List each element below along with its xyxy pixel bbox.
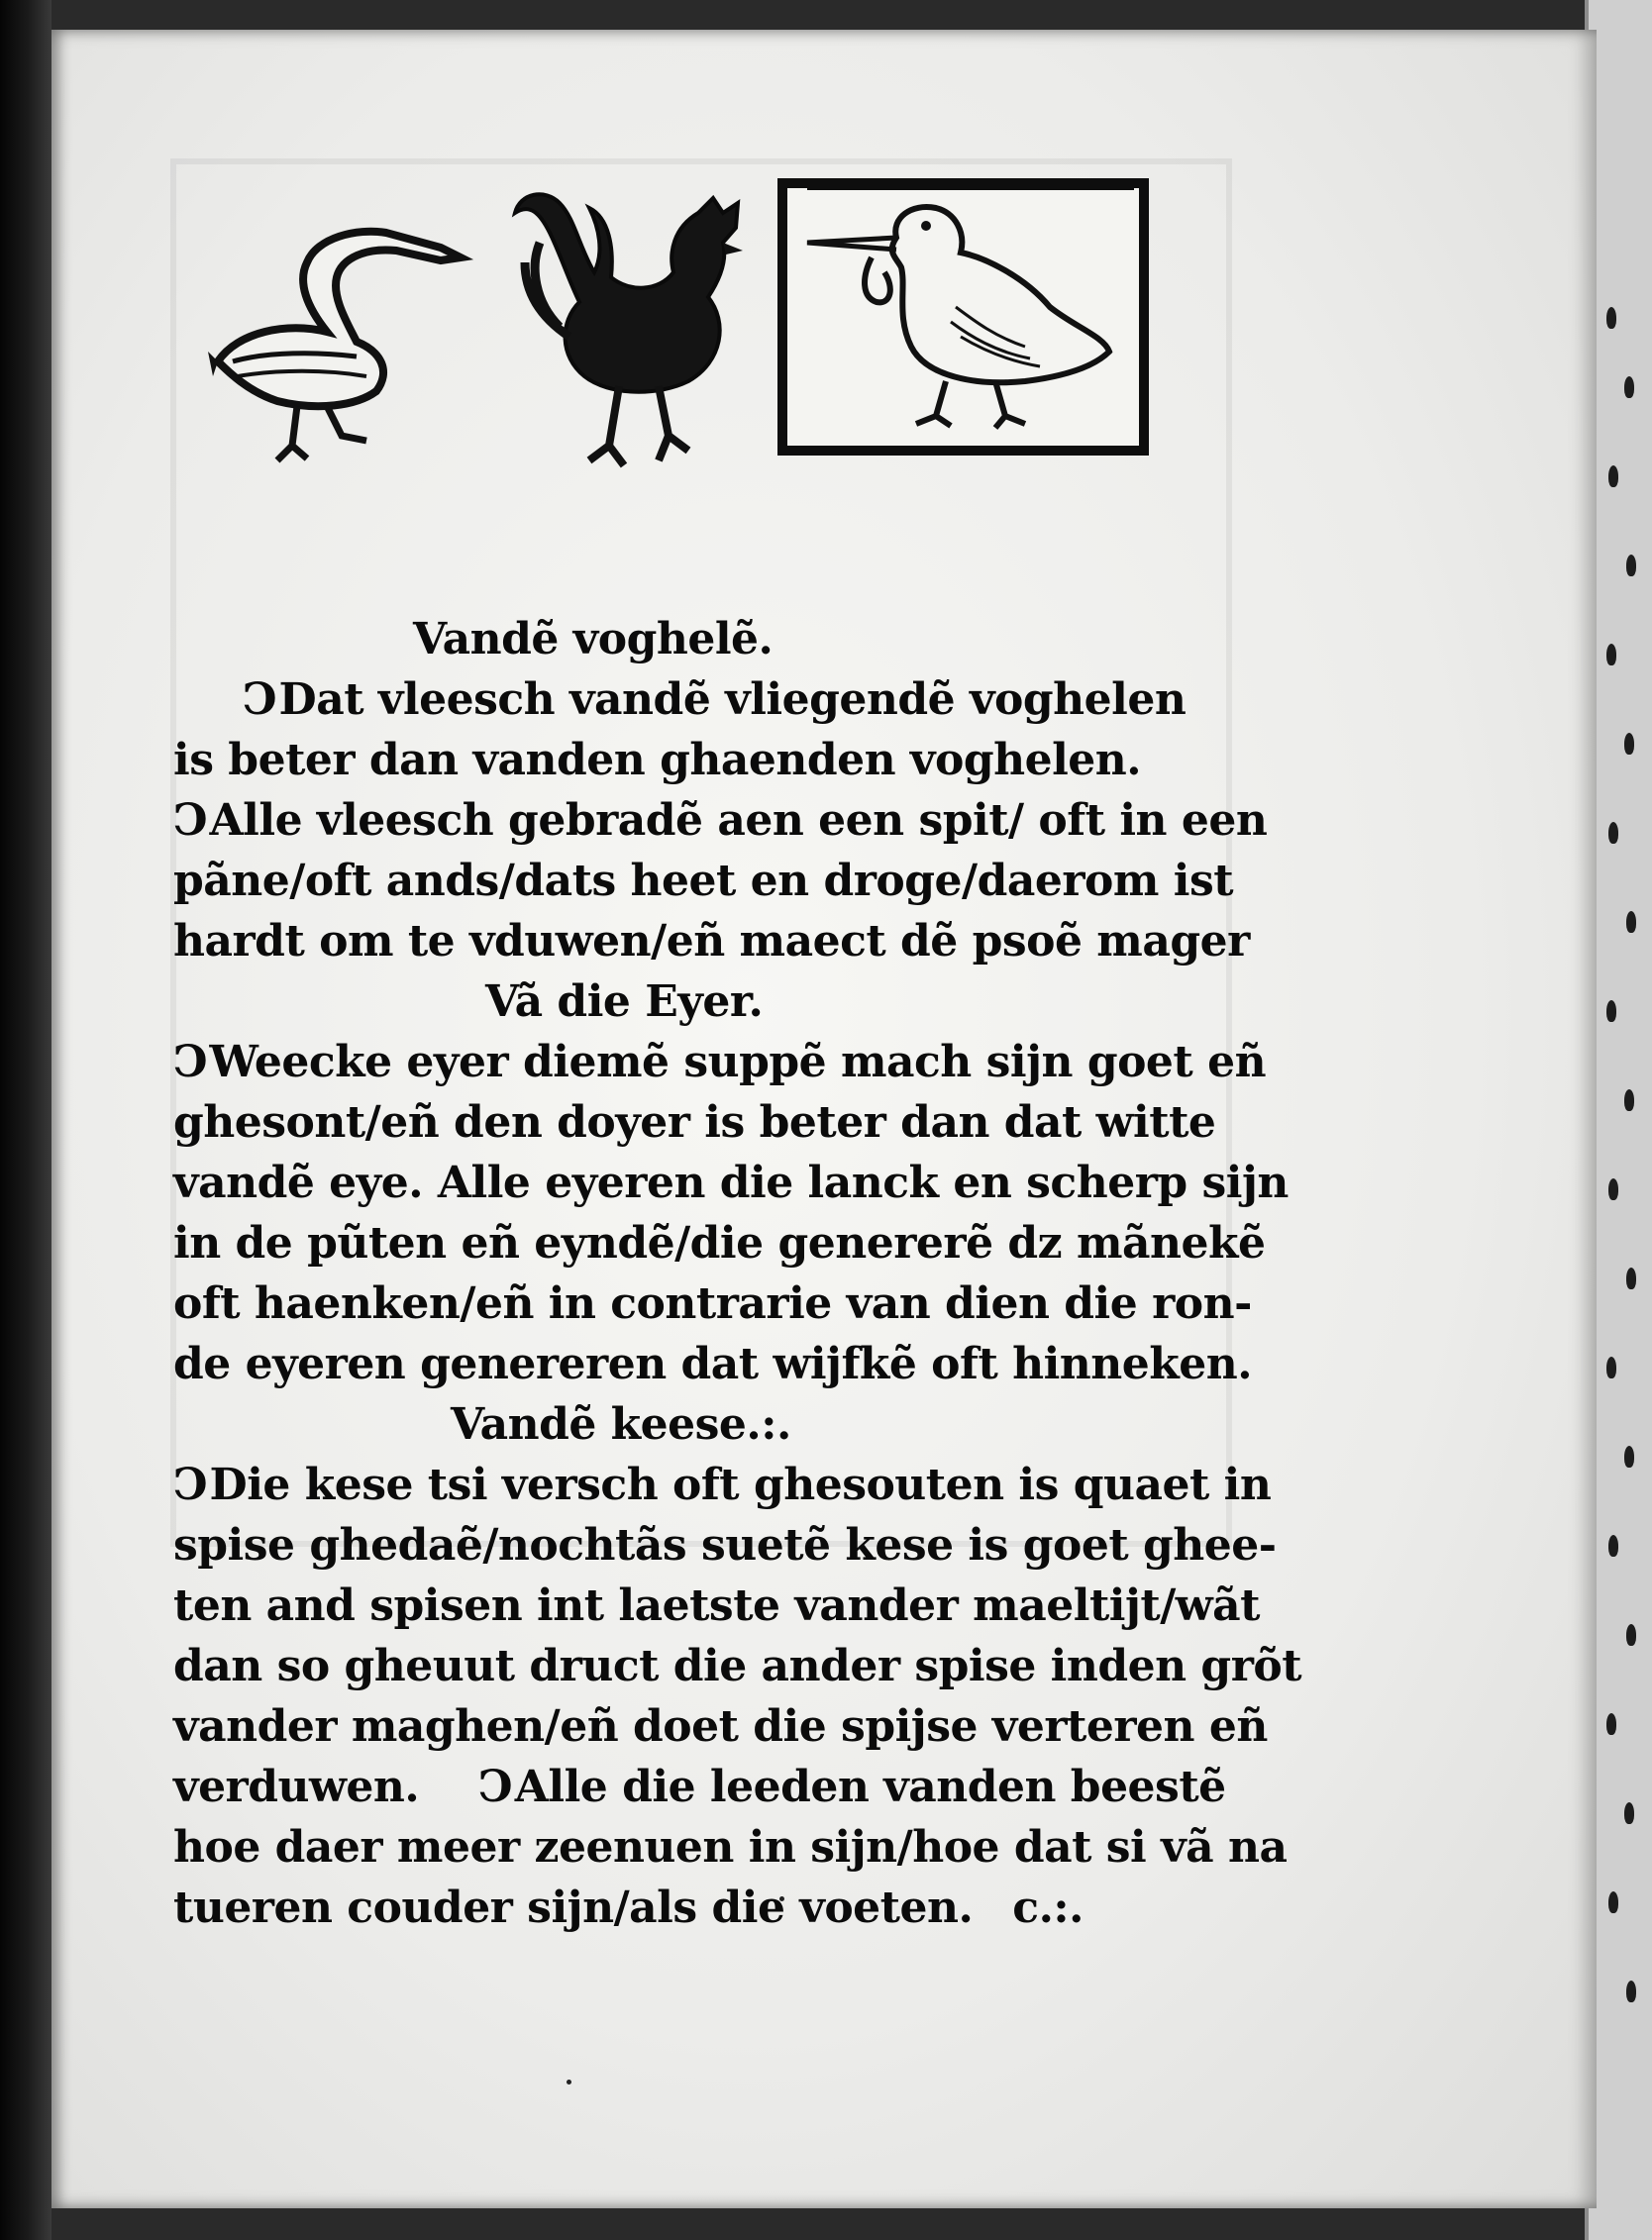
text-line: hoe daer meer zeenuen in sijn/hoe dat si vã na [173,1822,1288,1873]
text-line: vandẽ eye. Alle eyeren die lanck en scherp sijn [173,1158,1289,1208]
paper-speck [567,2080,571,2085]
text-line: spise ghedaẽ/nochtãs suetẽ kese is goet ghee- [173,1520,1277,1571]
heading-of-birds: Vandẽ voghelẽ. [413,614,774,664]
paragraph-mark-icon: C [243,674,277,725]
text-line: pãne/oft ands/dats heet en droge/daerom ist [173,856,1234,906]
text-line: dan so gheuut druct die ander spise inden grõt [173,1641,1302,1691]
text-line: tueren couder sijn/als die voeten. c.:. [173,1883,1084,1933]
text-line: CAlle vleesch gebradẽ aen een spit/ oft in een [173,790,1203,851]
woodcut-illustrations [208,173,1159,500]
bird-in-frame-woodcut [777,178,1149,456]
book-spine-shadow [0,0,52,2240]
text-line: ghesont/eñ den doyer is beter dan dat witte [173,1097,1216,1148]
paragraph-mark-icon: C [173,795,208,846]
signature-mark: c.:. [1012,1883,1084,1933]
text-line: CDie kese tsi versch oft ghesouten is quaet in [173,1455,1203,1515]
text-line: verduwen. CAlle die leeden vanden beestẽ [173,1757,1203,1817]
text-line: ten and spisen int laetste vander maeltijt/wãt [173,1580,1261,1631]
paragraph-mark-icon: C [173,1460,208,1510]
text-line: de eyeren genereren dat wijfkẽ oft hinneken. [173,1339,1253,1389]
text-line: CWeecke eyer diemẽ suppẽ mach sijn goet eñ [173,1032,1203,1092]
paragraph-mark-icon: C [173,1037,208,1087]
text-line: vander maghen/eñ doet die spijse verteren eñ [173,1701,1268,1752]
text-line: oft haenken/eñ in contrarie van dien die ron- [173,1278,1252,1329]
swan-woodcut [208,213,485,480]
paragraph-mark-icon: C [478,1762,513,1812]
rooster-woodcut [500,173,758,480]
text-line: hardt om te vduwen/eñ maect dẽ psoẽ mager [173,916,1250,967]
text-line: CDat vleesch vandẽ vliegendẽ voghelen [173,669,1203,730]
text-line: in de pũten eñ eyndẽ/die genererẽ dz mãnekẽ [173,1218,1266,1269]
printed-text [173,609,1302,1938]
text-line: is beter dan vanden ghaenden voghelen. [173,735,1142,785]
heading-of-cheese: Vandẽ keese.:. [451,1399,791,1450]
heading-of-eggs: Vã die Eyer. [485,976,764,1027]
